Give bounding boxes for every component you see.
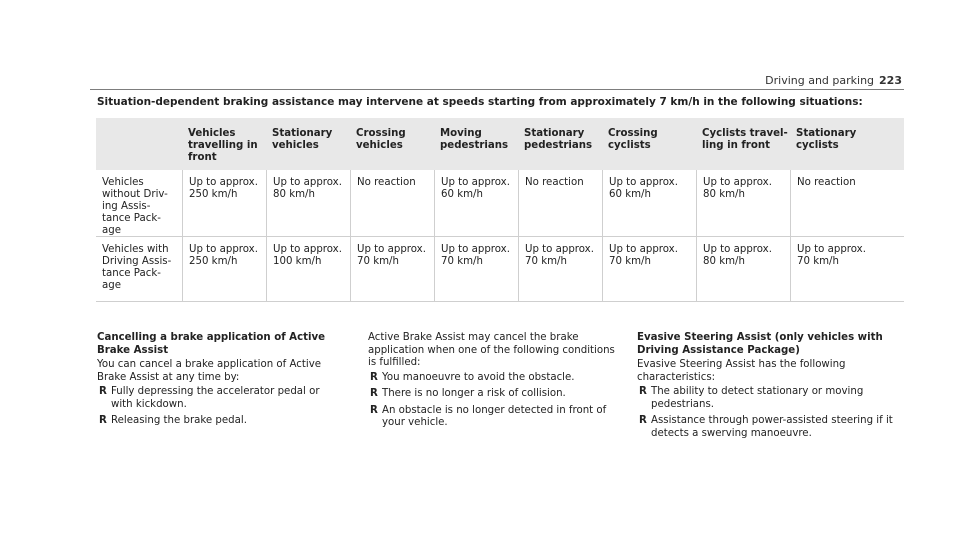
table-cell: Up to approx. 250 km/h (182, 170, 266, 236)
list-item-text: Releasing the brake pedal. (111, 415, 247, 426)
table-cell: No reaction (518, 170, 602, 236)
table-cell: Up to approx. 70 km/h (602, 237, 696, 301)
list-item-text: The ability to detect stationary or moving pedestrians. (651, 386, 864, 410)
section-intro: You can cancel a brake application of Active Brake Assist at any time by: (97, 359, 321, 383)
table-cell: Up to approx. 70 km/h (518, 237, 602, 301)
table-cell: Up to approx. 80 km/h (696, 170, 790, 236)
bullet-list (97, 386, 337, 428)
row-label: Vehicles without Driv- ing Assis- tance Pack- age (102, 177, 168, 236)
cancel-section (97, 332, 337, 432)
bullet-icon: R (370, 404, 378, 416)
table-cell: Up to approx. 70 km/h (434, 237, 518, 301)
table-row (96, 237, 904, 302)
bullet-icon: R (370, 388, 378, 399)
bullet-icon: R (639, 415, 647, 426)
table-heading: Situation-dependent braking assistance may intervene at speeds starting from approximately 7 km/h in the following situations: (97, 96, 863, 108)
list-item-text: An obstacle is no longer detected in front of your vehicle. (382, 404, 607, 428)
bullet-icon: R (370, 371, 378, 383)
table-cell: No reaction (350, 170, 434, 236)
list-item (637, 386, 899, 411)
table-header-cell: Crossing vehicles (356, 128, 406, 151)
list-item (368, 405, 620, 430)
list-item-text: Assistance through power-assisted steering if it detects a swerving manoeuvre. (651, 415, 893, 439)
list-item (368, 372, 620, 385)
bullet-icon: R (639, 386, 647, 397)
table-cell: Up to approx. 70 km/h (350, 237, 434, 301)
list-item-text: There is no longer a risk of collision. (382, 388, 566, 399)
table-header-cell: Cyclists travel- ling in front (702, 128, 788, 151)
table-header-cell: Stationary vehicles (272, 128, 333, 151)
table-cell: Up to approx. 80 km/h (266, 170, 350, 236)
section-title: Driving and parking (765, 74, 875, 87)
bullet-icon: R (99, 386, 107, 397)
table-header-cell: Stationary pedestrians (524, 128, 593, 151)
table-header-cell: Stationary cyclists (796, 128, 857, 151)
bullet-icon: R (99, 415, 107, 426)
list-item (97, 415, 337, 428)
section-intro: Active Brake Assist may cancel the brake application when one of the following conditions is fulfilled: (368, 332, 615, 368)
table-header-cell: Vehicles travelling in front (188, 128, 258, 163)
auto-cancel-section (368, 332, 620, 434)
list-item (368, 388, 620, 401)
page-header (90, 0, 904, 90)
table-cell: No reaction (790, 170, 904, 236)
list-item-text: Fully depressing the accelerator pedal or with kickdown. (111, 386, 320, 410)
section-heading: Evasive Steering Assist (only vehicles with Driving Assistance Package) (637, 332, 883, 356)
bullet-list (637, 386, 899, 440)
table-header-cell: Moving pedestrians (440, 128, 509, 151)
table-cell: Up to approx. 60 km/h (434, 170, 518, 236)
list-item (97, 386, 337, 411)
bullet-list (368, 372, 620, 430)
table-row (96, 170, 904, 237)
table-cell: Up to approx. 60 km/h (602, 170, 696, 236)
table-cell: Up to approx. 250 km/h (182, 237, 266, 301)
running-header (765, 74, 902, 87)
list-item-text: You manoeuvre to avoid the obstacle. (382, 371, 575, 383)
section-heading: Cancelling a brake application of Active Brake Assist (97, 332, 326, 356)
list-item (637, 415, 899, 440)
row-label: Vehicles with Driving Assis- tance Pack- age (102, 244, 172, 291)
table-header-cell: Crossing cyclists (608, 128, 658, 151)
table-header-cell (96, 118, 182, 170)
table-header-row (96, 118, 904, 170)
table-cell: Up to approx. 70 km/h (790, 237, 904, 301)
table-cell: Up to approx. 80 km/h (696, 237, 790, 301)
section-intro: Evasive Steering Assist has the following characteristics: (637, 359, 846, 383)
table-cell: Up to approx. 100 km/h (266, 237, 350, 301)
braking-assistance-table (96, 118, 904, 302)
evasive-steering-section (637, 332, 899, 444)
page-number: 223 (879, 74, 902, 87)
